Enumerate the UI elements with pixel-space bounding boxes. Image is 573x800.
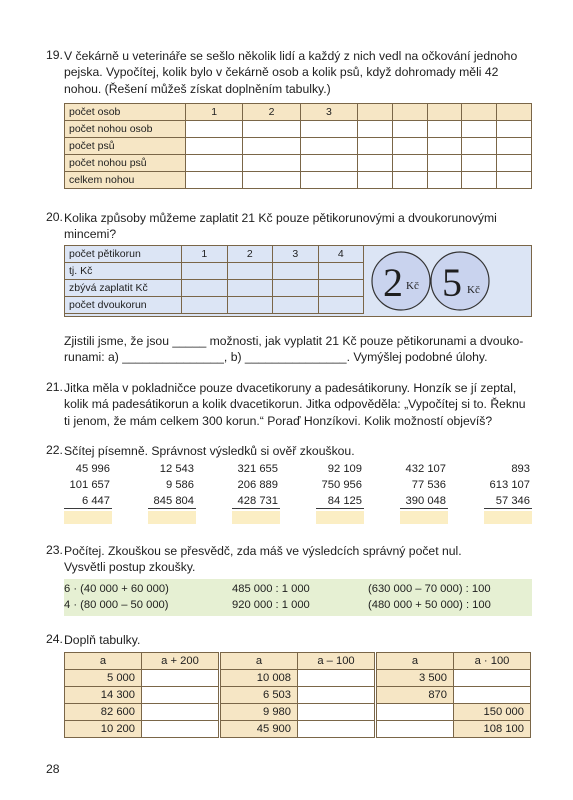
exercise-24-table-2 [220,652,375,738]
addend: 845 804 [153,495,194,507]
coins-illustration [368,247,492,315]
table-cell[interactable] [392,138,427,155]
table-cell[interactable] [427,155,462,172]
table-row [65,670,219,687]
table-row [221,704,375,721]
table-cell[interactable] [392,121,427,138]
addend: 432 107 [405,463,446,475]
text-line: Sčítej písemně. Správnost výsledků si ověř zkouškou. [64,444,355,458]
table-cell: 2 [227,246,273,263]
table-cell: 3 [273,246,319,263]
row-label: celkem nohou [65,172,186,189]
row-label: počet psů [65,138,186,155]
coin-2-value: 2 [383,260,403,305]
table-cell[interactable] [298,670,375,687]
exercise-20-answer-text [64,333,523,366]
exercise-24-title [64,632,140,648]
exercise-21-number: 21. [46,380,63,394]
table-cell[interactable] [273,297,319,314]
addend: 6 447 [82,495,110,507]
addition-column [232,461,278,509]
sum-line [64,508,112,509]
table-cell[interactable] [142,670,219,687]
table-cell[interactable] [182,280,228,297]
table-cell[interactable] [462,121,497,138]
table-cell[interactable] [186,138,243,155]
table-cell[interactable] [318,263,364,280]
addend: 893 [511,463,530,475]
text-line: mincemi? [64,227,117,242]
addend: 613 107 [489,479,530,491]
column-header: a [221,653,298,670]
sum-line [232,508,280,509]
text-line: V čekárně u veterináře se sešlo několik lidí a každý z nich vedl na očkování jednoho [64,49,518,63]
table-row [377,704,531,721]
exercise-20-table [64,245,364,314]
table-cell[interactable] [300,172,357,189]
row-label: počet nohou osob [65,121,186,138]
answer-field[interactable] [316,511,364,524]
table-cell[interactable] [243,138,300,155]
addend: 57 346 [495,495,530,507]
table-cell[interactable] [392,172,427,189]
table-cell[interactable] [392,104,427,121]
table-cell[interactable] [227,263,273,280]
addition-column [484,461,530,509]
row-label: počet nohou psů [65,155,186,172]
table-cell: 9 980 [221,704,298,721]
sum-line [484,508,532,509]
answer-field[interactable] [232,511,280,524]
table-cell[interactable] [273,280,319,297]
expression: 4 · (80 000 – 50 000) [64,598,169,611]
page-number: 28 [46,762,60,776]
table-cell[interactable] [462,138,497,155]
addend: 321 655 [237,463,278,475]
table-cell[interactable] [318,280,364,297]
table-cell[interactable] [358,155,393,172]
text-line: Jitka měla v pokladničce pouze dvacetikoruny a padesátikoruny. Honzík se jí zeptal, [64,381,517,395]
exercise-22-number: 22. [46,443,63,457]
column-header: a [65,653,142,670]
answer-field[interactable] [400,511,448,524]
exercise-23-text [64,543,462,576]
table-cell[interactable] [298,687,375,704]
table-cell[interactable] [142,704,219,721]
exercise-20-number: 20. [46,210,63,224]
row-label: tj. Kč [65,263,182,280]
table-cell[interactable] [497,104,532,121]
table-cell: 3 [300,104,357,121]
expression: 6 · (40 000 + 60 000) [64,583,169,595]
table-cell[interactable] [462,104,497,121]
sum-line [148,508,196,509]
expression: (630 000 – 70 000) : 100 [368,583,491,595]
table-cell[interactable] [427,138,462,155]
table-cell[interactable] [358,138,393,155]
addend: 92 109 [327,463,362,475]
text-line: Kolika způsoby můžeme zaplatit 21 Kč pouze pětikorunovými a dvoukorunovými [64,211,497,225]
addition-column [64,461,110,509]
table-cell: 10 200 [65,721,142,738]
table-cell: 108 100 [454,721,531,738]
table-row [65,246,364,263]
table-cell: 1 [186,104,243,121]
table-cell[interactable] [227,297,273,314]
table-cell[interactable] [497,138,532,155]
table-cell[interactable] [427,172,462,189]
exercise-19-number: 19. [46,48,63,62]
text-line: runami: a) _______________, b) _______________. Vymýšlej podobné úlohy. [64,350,488,365]
table-cell[interactable] [427,104,462,121]
table-cell[interactable] [497,121,532,138]
table-cell[interactable] [427,121,462,138]
table-row [65,704,219,721]
addend: 428 731 [237,495,278,507]
addend: 750 956 [321,479,362,491]
table-cell[interactable] [243,121,300,138]
sum-line [316,508,364,509]
answer-field[interactable] [148,511,196,524]
answer-field[interactable] [64,511,112,524]
addend: 84 125 [327,495,362,507]
table-row [65,138,532,155]
table-row [65,172,532,189]
addend: 77 536 [411,479,446,491]
table-cell: 150 000 [454,704,531,721]
table-row [65,280,364,297]
table-cell[interactable] [243,155,300,172]
table-cell[interactable] [462,155,497,172]
addend: 101 657 [69,479,110,491]
expression: 920 000 : 1 000 [232,598,310,611]
row-label: zbývá zaplatit Kč [65,280,182,297]
table-row [221,721,375,738]
table-cell: 4 [318,246,364,263]
table-cell[interactable] [182,297,228,314]
table-row [65,263,364,280]
expression: 485 000 : 1 000 [232,583,310,595]
table-cell[interactable] [186,155,243,172]
table-row [377,687,531,704]
table-cell: 14 300 [65,687,142,704]
text-line: Zjistili jsme, že jsou _____ možnosti, jak vyplatit 21 Kč pouze pětikorunami a dvouko- [64,334,524,348]
table-row [65,297,364,314]
coin-2-unit: Kč [406,280,419,292]
table-cell[interactable] [497,172,532,189]
addition-column [400,461,446,509]
exercise-24-table-3 [376,652,531,738]
table-cell[interactable] [497,155,532,172]
table-row [65,104,532,121]
table-row [221,687,375,704]
table-cell[interactable] [182,263,228,280]
table-cell: 1 [182,246,228,263]
table-cell[interactable] [186,121,243,138]
expression-column [64,582,169,613]
addend: 9 586 [166,479,194,491]
table-cell: 10 008 [221,670,298,687]
row-label: počet osob [65,104,186,121]
expression-column [368,582,491,613]
exercise-24-table-1 [64,652,219,738]
table-cell[interactable] [300,121,357,138]
addend: 206 889 [237,479,278,491]
text-line: ti jenom, že mám celkem 300 korun.“ Poraď Honzíkovi. Kolik možností objevíš? [64,413,493,428]
table-cell: 5 000 [65,670,142,687]
table-row [65,721,219,738]
table-cell[interactable] [377,704,454,721]
row-label: počet pětikorun [65,246,182,263]
table-row [221,670,375,687]
table-header [221,653,375,670]
column-header: a + 200 [142,653,219,670]
table-cell[interactable] [462,172,497,189]
table-row [65,155,532,172]
table-row [377,670,531,687]
coin-5-unit: Kč [467,284,480,296]
exercise-23-number: 23. [46,543,63,557]
table-cell[interactable] [142,721,219,738]
table-cell[interactable] [300,138,357,155]
text-line: Vysvětli postup zkoušky. [64,560,196,575]
exercise-24-number: 24. [46,632,63,646]
table-header [377,653,531,670]
table-cell[interactable] [454,687,531,704]
table-row [65,121,532,138]
table-cell: 3 500 [377,670,454,687]
addition-column [316,461,362,509]
table-cell: 870 [377,687,454,704]
table-cell[interactable] [358,104,393,121]
table-cell[interactable] [358,121,393,138]
column-header: a – 100 [298,653,375,670]
table-cell[interactable] [273,263,319,280]
exercise-21-text [64,380,526,429]
table-cell[interactable] [243,172,300,189]
text-line: Počítej. Zkouškou se přesvědč, zda máš ve výsledcích správný počet nul. [64,544,462,558]
text-line: kolik má padesátikorun a kolik dvacetikorun. Jitka odpověděla: „Vypočítej si to. Řeknu [64,397,526,412]
text-line: Doplň tabulky. [64,633,141,647]
table-cell[interactable] [377,721,454,738]
table-cell[interactable] [300,155,357,172]
answer-field[interactable] [484,511,532,524]
addend: 390 048 [405,495,446,507]
addend: 45 996 [75,463,110,475]
exercise-19-text [64,48,517,97]
expression: (480 000 + 50 000) : 100 [368,598,491,611]
exercise-20-text [64,210,497,243]
table-row [65,687,219,704]
exercise-22-title [64,443,355,459]
addend: 12 543 [159,463,194,475]
table-cell: 2 [243,104,300,121]
column-header: a · 100 [454,653,531,670]
row-label: počet dvoukorun [65,297,182,314]
text-line: nohou. (Řešení můžeš získat doplněním tabulky.) [64,81,331,96]
table-cell[interactable] [186,172,243,189]
table-cell: 45 900 [221,721,298,738]
text-line: pejska. Vypočítej, kolik bylo v čekárně osob a kolik psů, když dohromady měli 42 [64,65,499,80]
table-cell[interactable] [392,155,427,172]
table-cell: 6 503 [221,687,298,704]
table-cell[interactable] [298,721,375,738]
expression-column [232,582,310,613]
table-cell[interactable] [227,280,273,297]
column-header: a [377,653,454,670]
table-cell[interactable] [454,670,531,687]
table-cell[interactable] [358,172,393,189]
coin-5-value: 5 [442,260,462,305]
table-cell[interactable] [298,704,375,721]
exercise-19-table [64,103,532,189]
table-cell: 82 600 [65,704,142,721]
sum-line [400,508,448,509]
table-header [65,653,219,670]
table-cell[interactable] [142,687,219,704]
table-cell[interactable] [318,297,364,314]
addition-column [148,461,194,509]
table-row [377,721,531,738]
